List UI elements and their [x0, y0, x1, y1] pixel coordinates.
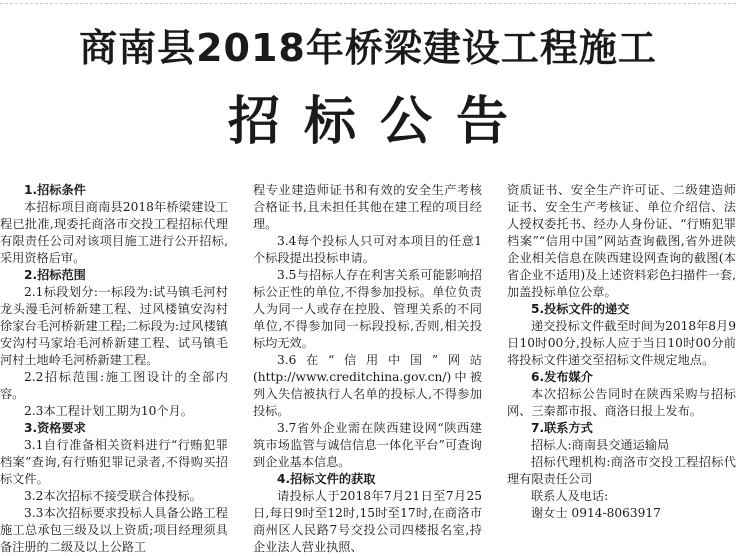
- paragraph: 3.2本次招标不接受联合体投标。: [24, 489, 202, 503]
- section-heading: 3.资格要求: [24, 421, 86, 435]
- article-column-1: [0, 182, 228, 556]
- section-heading: 4.招标文件的获取: [277, 472, 376, 486]
- article-column-3: [507, 182, 736, 522]
- paragraph: 招标人:商南县交通运输局: [531, 438, 670, 452]
- paragraph: 本次招标公告同时在陕西采购与招标网、三秦都市报、商洛日报上发布。: [507, 387, 736, 418]
- paragraph: 谢女士 0914-8063917: [531, 506, 661, 520]
- paragraph: 3.7省外企业需在陕西建设网“陕西建筑市场监管与诚信信息一体化平台”可查询到企业基本信息。: [253, 421, 482, 469]
- paragraph: 3.5与招标人存在利害关系可能影响招标公正性的单位,不得参加投标。单位负责人为同一人或存在控股、管理关系的不同单位,不得参加同一标段投标,否则,相关投标均无效。: [253, 268, 482, 350]
- paragraph: 3.4每个投标人只可对本项目的任意1个标段提出投标申请。: [253, 234, 482, 265]
- section-heading: 6.发布媒介: [531, 370, 593, 384]
- headline-title: 商南县2018年桥梁建设工程施工: [79, 26, 657, 70]
- paragraph: 请投标人于2018年7月21日至7月25日,每日9时至12时,15时至17时,在商洛市商州区人民路7号交投公司四楼报名室,持企业法人营业执照、: [253, 489, 482, 554]
- paragraph: 2.3本工程计划工期为10个月。: [24, 404, 193, 418]
- paragraph: 本招标项目商南县2018年桥梁建设工程已批准,现委托商洛市交投工程招标代理有限责任公司对该项目施工进行公开招标,采用资格后审。: [0, 200, 228, 265]
- paragraph: 资质证书、安全生产许可证、二级建造师证书、安全生产考核证、单位介绍信、法人授权委托书、经办人身份证、“行贿犯罪档案”“信用中国”网站查询截图,省外进陕企业相关信息在陕西建设网查询的截图(本省企业不适用)及上述资料彩色扫描件一套,加盖投标单位公章。: [507, 183, 736, 299]
- paragraph: 递交投标文件截至时间为2018年8月9日10时00分,投标人应于当日10时00分前将投标文件递交至招标文件规定地点。: [507, 319, 736, 367]
- article-column-2: [253, 182, 482, 556]
- section-heading: 5.投标文件的递交: [531, 302, 630, 316]
- paragraph: 招标代理机构:商洛市交投工程招标代理有限责任公司: [507, 455, 736, 486]
- section-heading: 7.联系方式: [531, 421, 593, 435]
- paragraph: 3.1自行准备相关资料进行“行贿犯罪档案”查询,有行贿犯罪记录者,不得购买招标文件。: [0, 438, 228, 486]
- headline-subtitle: 招标公告: [227, 92, 532, 152]
- paragraph: 2.1标段划分:一标段为:试马镇毛河村龙头漫毛河桥新建工程、过风楼镇安沟村徐家台毛河桥新建工程;二标段为:过风楼镇安沟村马家坮毛河桥新建工程、试马镇毛河村土地岭毛河桥新建工程。: [0, 285, 228, 367]
- section-heading: 2.招标范围: [24, 268, 86, 282]
- paragraph: 3.3本次招标要求投标人具备公路工程施工总承包三级及以上资质;项目经理须具备注册的二级及以上公路工: [0, 506, 228, 554]
- section-heading: 1.招标条件: [24, 183, 86, 197]
- page-top-rule: [0, 0, 736, 4]
- paragraph: 联系人及电话:: [531, 489, 609, 503]
- paragraph: 程专业建造师证书和有效的安全生产考核合格证书,且未担任其他在建工程的项目经理。: [253, 183, 482, 231]
- paragraph: 3.6在“信用中国”网站(http://www.creditchina.gov.cn/)中被列入失信被执行人名单的投标人,不得参加投标。: [253, 353, 482, 418]
- paragraph: 2.2招标范围:施工图设计的全部内容。: [0, 370, 228, 401]
